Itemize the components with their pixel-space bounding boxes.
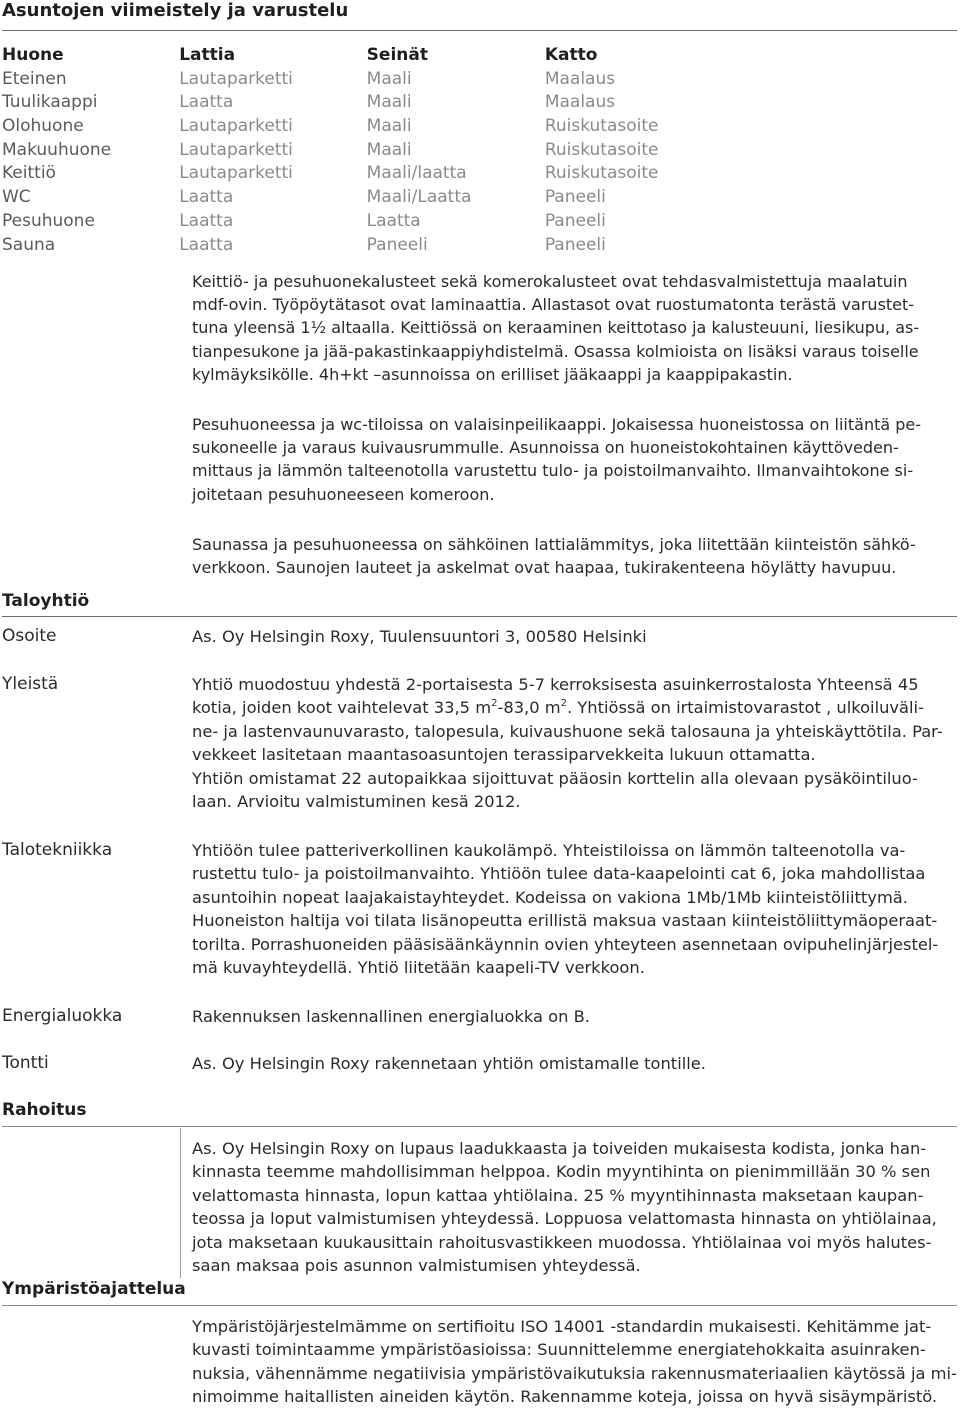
bathroom-paragraph (192, 413, 956, 506)
header-lattia: Lattia (179, 45, 236, 65)
text-line: verkkoon. Saunojen lauteet ja askelmat ovat haapaa, tukirakenteena höylätty havupuu. (192, 558, 897, 578)
taloyhtio-heading: Taloyhtiö (2, 591, 90, 611)
rahoitus-divider (2, 1126, 957, 1127)
text-line: teossa ja loput valmistumisen yhteydessä. Loppuosa velattomasta hinnasta on yhtiölainaa, (192, 1209, 937, 1229)
yleista-label: Yleistä (2, 674, 59, 694)
text-line: torilta. Porrashuoneiden pääsisäänkäynnin ovien yhteyteen asennetaan ovipuhelinjärjestel- (192, 934, 939, 954)
text-line: velattomasta hinnasta, lopun kattaa yhtiölaina. 25 % myyntihinnasta maksetaan kaupan- (192, 1185, 924, 1205)
text-line: ne- ja lastenvaunuvarasto, talopesula, kuivaushuone sekä talosauna ja yhteiskäyttötila. Par- (192, 721, 943, 741)
cell-ceiling: Ruiskutasoite (544, 163, 659, 184)
cell-walls: Maali/Laatta (366, 187, 472, 208)
table-body (2, 68, 722, 258)
cell-floor: Laatta (179, 234, 234, 255)
text-line: Yhtiön omistamat 22 autopaikkaa sijoittuvat pääosin korttelin alla olevaan pysäköintiluo- (192, 768, 918, 788)
text-line: tianpesukone ja jää-pakastinkaappiyhdistelmä. Osassa kolmioista on lisäksi varaus toiselle (192, 341, 919, 361)
rahoitus-vertical-rule (180, 1128, 181, 1278)
text-line: mä kuvayhteydellä. Yhtiö liitetään kaapeli-TV verkkoon. (192, 957, 645, 977)
energialuokka-label: Energialuokka (2, 1006, 123, 1026)
header-huone: Huone (2, 45, 64, 65)
header-seinat: Seinät (366, 45, 428, 65)
cell-room: Keittiö (2, 163, 56, 184)
text-line: Saunassa ja pesuhuoneessa on sähköinen lattialämmitys, joka liitettään kiinteistön sähkö- (192, 535, 916, 554)
sauna-paragraph (192, 533, 956, 579)
cell-floor: Lautaparketti (179, 116, 293, 137)
text-line: mdf-ovin. Työpöytätasot ovat laminaattia. Allastasot ovat ruostumatonta terästä varustet- (192, 295, 915, 315)
title-divider (2, 30, 957, 31)
osoite-value (192, 625, 956, 648)
table-row (2, 186, 722, 210)
energialuokka-value (192, 1005, 956, 1028)
cell-walls: Maali (366, 68, 412, 89)
yleista-paragraph (192, 673, 956, 813)
text-line: kylmäyksikölle. 4h+kt –asunnoissa on erilliset jääkaappi ja kaappipakastin. (192, 364, 793, 384)
kitchen-paragraph (192, 270, 956, 386)
table-row (2, 91, 722, 115)
text-line: Pesuhuoneessa ja wc-tiloissa on valaisinpeilikaappi. Jokaisessa huoneistossa on liitäntä pe- (192, 415, 922, 434)
cell-walls: Maali (366, 116, 412, 137)
text-line: joitetaan pesuhuoneeseen komeroon. (192, 484, 495, 504)
cell-floor: Laatta (179, 92, 234, 113)
cell-ceiling: Paneeli (544, 210, 606, 231)
text-line: nuksia, vähennämme negatiivisia ympäristövaikutuksia rakennusmateriaalien käytössä ja mi- (192, 1363, 957, 1383)
taloyhtio-divider (2, 616, 957, 617)
text-line: tuna yleensä 1½ altaalla. Keittiössä on keraaminen keittotaso ja kalusteuuni, liesikupu, as- (192, 318, 920, 338)
text-line: As. Oy Helsingin Roxy, Tuulensuuntori 3, 00580 Helsinki (192, 627, 647, 646)
tontti-label: Tontti (2, 1053, 49, 1073)
cell-room: Sauna (2, 234, 56, 255)
text-line: nimoimme haitallisten aineiden käytön. Rakennamme koteja, joissa on hyvä sisäympäristö. (192, 1387, 938, 1407)
cell-ceiling: Paneeli (544, 234, 606, 255)
cell-walls: Paneeli (366, 234, 428, 255)
cell-floor: Lautaparketti (179, 68, 293, 89)
text-line: Yhtiöön tulee patteriverkollinen kaukolämpö. Yhteistiloissa on lämmön talteenotolla va- (192, 841, 906, 860)
text-line: Keittiö- ja pesuhuonekalusteet sekä komerokalusteet ovat tehdasvalmistettuja maalatuin (192, 272, 908, 291)
cell-ceiling: Maalaus (544, 68, 616, 89)
osoite-label: Osoite (2, 626, 57, 646)
cell-floor: Lautaparketti (179, 139, 293, 160)
cell-room: Olohuone (2, 116, 84, 137)
ymparisto-divider (2, 1305, 957, 1306)
text-line: laan. Arvioitu valmistuminen kesä 2012. (192, 791, 521, 811)
text-line: mittaus ja lämmön talteenotolla varustettu tulo- ja poistoilmanvaihto. Ilmanvaihtokone si- (192, 461, 914, 481)
text-line: kotia, joiden koot vaihtelevat 33,5 $m^2-83,0$ $m^2$. Yhtiössä on irtaimistovarastot , ulkoiluväli- (192, 698, 924, 718)
cell-room: Tuulikaappi (2, 92, 98, 113)
cell-room: WC (2, 187, 31, 208)
cell-ceiling: Ruiskutasoite (544, 116, 659, 137)
text-line: rustettu tulo- ja poistoilmanvaihto. Yhtiöön tulee data-kaapelointi cat 6, joka mahdollistaa (192, 864, 926, 884)
text-line: Huoneiston haltija voi tilata lisänopeutta erillistä maksua vastaan kiinteistöliittymäoperaat- (192, 911, 938, 931)
cell-walls: Maali (366, 139, 412, 160)
cell-floor: Lautaparketti (179, 163, 293, 184)
cell-ceiling: Ruiskutasoite (544, 139, 659, 160)
rahoitus-paragraph (192, 1137, 956, 1277)
table-row (2, 234, 722, 258)
cell-floor: Laatta (179, 210, 234, 231)
text-line: sukoneelle ja varaus kuivausrummulle. Asunnoissa on huoneistokohtainen käyttöveden- (192, 438, 899, 458)
text-line: jota maksetaan kuukausittain rahoitusvastikkeen muodossa. Yhtiölainaa voi myös halutes- (192, 1232, 932, 1252)
cell-walls: Laatta (366, 210, 421, 231)
cell-room: Eteinen (2, 68, 67, 89)
text-line: vekkeet lasitetaan maantasoasuntojen terassiparvekkeita lukuun ottamatta. (192, 745, 816, 765)
text-line: As. Oy Helsingin Roxy on lupaus laadukkaasta ja toiveiden mukaisesta kodista, jonka han- (192, 1139, 927, 1158)
text-line: Yhtiö muodostuu yhdestä 2-portaisesta 5-7 kerroksisesta asuinkerrostalosta Yhteensä 45 (192, 675, 919, 694)
table-row (2, 162, 722, 186)
text-line: kuvasti toimintaamme ympäristöasioissa: Suunnittelemme energiatehokkaita asuinraken- (192, 1340, 926, 1360)
cell-ceiling: Paneeli (544, 187, 606, 208)
ymparisto-heading: Ympäristöajattelua (2, 1279, 186, 1299)
table-row (2, 115, 722, 139)
text-line: As. Oy Helsingin Roxy rakennetaan yhtiön omistamalle tontille. (192, 1054, 706, 1073)
ymparisto-paragraph (192, 1315, 956, 1409)
cell-walls: Maali (366, 92, 412, 113)
text-line: asuntoihin nopeat laajakaistayhteydet. Kodeissa on vakiona 1Mb/1Mb kiinteistöliittymä. (192, 887, 908, 907)
cell-room: Makuuhuone (2, 139, 112, 160)
talotekniikka-label: Talotekniikka (2, 840, 113, 860)
text-line: kinnasta teemme mahdollisimman helppoa. Kodin myyntihinta on pienimmillään 30 % sen (192, 1162, 931, 1182)
text-line: Rakennuksen laskennallinen energialuokka on B. (192, 1007, 590, 1026)
cell-room: Pesuhuone (2, 210, 95, 231)
cell-floor: Laatta (179, 187, 234, 208)
tontti-value (192, 1052, 956, 1075)
cell-ceiling: Maalaus (544, 92, 616, 113)
header-katto: Katto (544, 45, 598, 65)
cell-walls: Maali/laatta (366, 163, 467, 184)
page-title: Asuntojen viimeistely ja varustelu (2, 0, 349, 21)
text-line: Ympäristöjärjestelmämme on sertifioitu ISO 14001 -standardin mukaisesti. Kehitämme jat- (192, 1317, 932, 1336)
table-header-row (2, 44, 722, 68)
text-line: saan maksaa pois asunnon valmistumisen yhteydessä. (192, 1255, 641, 1275)
rahoitus-heading: Rahoitus (2, 1100, 87, 1120)
table-row (2, 139, 722, 163)
table-row (2, 210, 722, 234)
finishes-table (2, 44, 722, 257)
talotekniikka-paragraph (192, 839, 956, 979)
table-row (2, 68, 722, 92)
